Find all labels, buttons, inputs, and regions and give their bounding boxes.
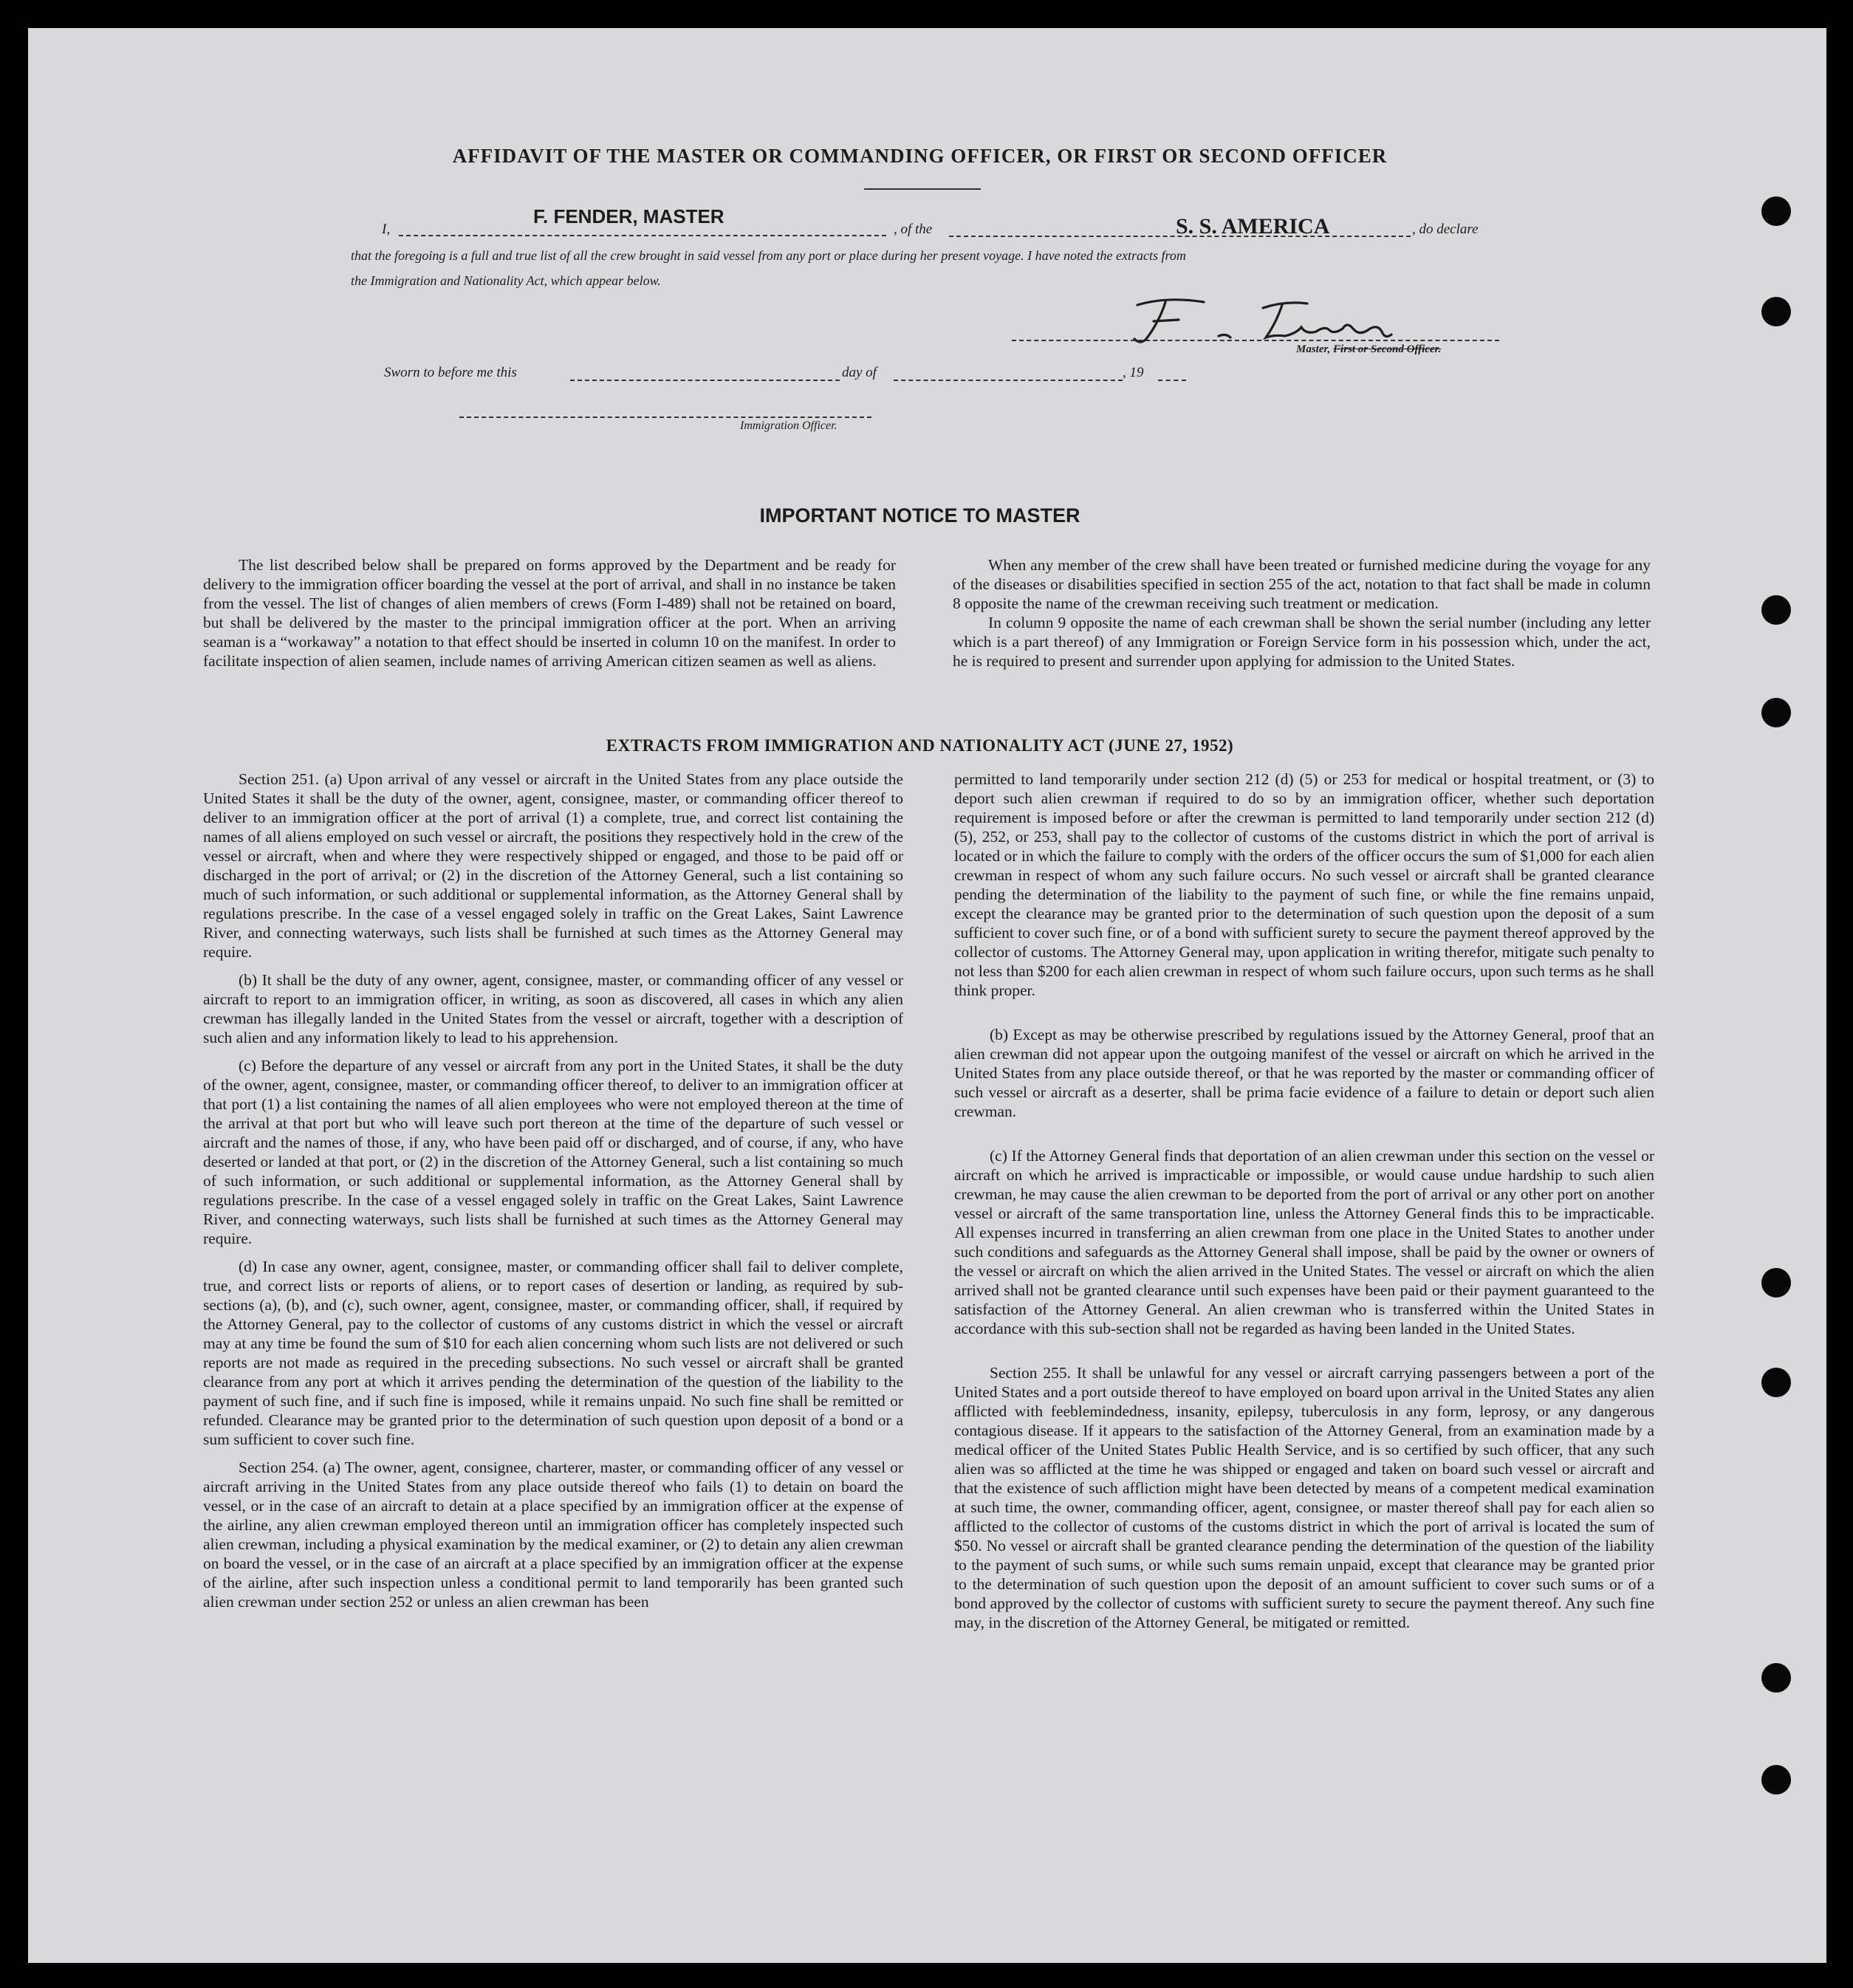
binder-hole [1761, 196, 1791, 226]
binder-hole [1761, 1268, 1791, 1298]
title-rule [864, 188, 981, 190]
section-255: Section 255. It shall be unlawful for any vessel or aircraft carrying passengers between a port of the United States and a port outside thereof to have employed on board upon arrival in the United States any alien afflicted with feeblemindedness, insanity, epilepsy, tuberculosis in any form, leprosy, or any dangerous contagious disease. If it appears to the satisfaction of the Attorney General, from an examination made by a medical officer of the United States Public Health Service, and is so certified by such officer, that any such alien was so afflicted at the time he was shipped or engaged and taken on board such vessel or aircraft and that the existence of such affliction might have been detected by means of a competent medical examination at such time, the owner, commanding officer, agent, consignee, or master thereof shall pay for each alien so afflicted to the collector of customs of the customs district in which the port of arrival is located the sum of $50. No vessel or aircraft shall be granted clearance pending the determination of the question of the liability to the payment of such sums, or while such sums remain unpaid, except that clearance may be granted prior to the determination of such question upon the deposit of an amount sufficient to cover such sums or of a bond approved by the collector of customs with sufficient surety to secure the payment thereof. Any such fine may, in the discretion of the Attorney General, be mitigated or remitted. [954, 1364, 1654, 1631]
master-name-value: F. FENDER, MASTER [533, 205, 725, 227]
extracts-right-column [954, 770, 1654, 1641]
section-254-a-continued: permitted to land temporarily under section 212 (d) (5) or 253 for medical or hospital treatment, or (3) to deport such alien crewman if required to do so by an immigration officer, whether such deportation requirement is imposed before or after the crewman is permitted to land temporarily under section 212 (d) (5), 252, or 253, shall pay to the collector of customs of the customs district in which the port of arrival is located or in which the failure to comply with the orders of the officer occurs the sum of $1,000 for each alien crewman in respect of whom any such failure occurs. No such vessel or aircraft shall be granted clearance pending the determination of the liability to the payment of such fine, or while the fine remains unpaid, except the clearance may be granted prior to the determination of such question upon the deposit of a sum sufficient to cover such fine, or of a bond with sufficient surety to secure the payment thereof approved by the collector of customs. The Attorney General may, upon application in writing therefor, mitigate such penalty to not less than $200 for each alien crewman in respect of whom such failure occurs, upon such terms as he shall think proper. [954, 770, 1654, 999]
signature-role-struck: First or Second Officer. [1333, 343, 1442, 355]
day-of-label: day of [842, 365, 877, 380]
sworn-label: Sworn to before me this [384, 365, 517, 380]
notice-right-paragraphs [953, 555, 1651, 671]
declaration-line-2: the Immigration and Nationality Act, which appear below. [351, 273, 661, 288]
binder-hole [1761, 1765, 1791, 1795]
extracts-title: EXTRACTS FROM IMMIGRATION AND NATIONALITY ACT (JUNE 27, 1952) [606, 736, 1234, 755]
notice-left-paragraph: The list described below shall be prepared on forms approved by the Department and be ready for delivery to the immigration officer boarding the vessel at the port of arrival, and shall in no instance be taken from the vessel. The list of changes of alien members of crews (Form I-489) shall not be retained on board, but shall be delivered by the master to the principal immigration officer at the port. When an arriving seaman is a “workaway” a notation to that effect should be inserted in column 10 on the manifest. In order to facilitate inspection of alien seamen, include names of arriving American citizen seamen as well as aliens. [203, 556, 896, 670]
section-251-b: (b) It shall be the duty of any owner, agent, consignee, master, or commanding officer of any vessel or aircraft to report to an immigration officer, in writing, as soon as discovered, all cases in which any alien crewman has illegally landed in the United States from the vessel or aircraft, together with a description of such alien and any information likely to lead to his apprehension. [203, 971, 903, 1046]
notice-right-paragraph-1: When any member of the crew shall have been treated or furnished medicine during the voyage for any of the diseases or disabilities specified in section 255 of the act, notation to that fact shall be made in column 8 opposite the name of the crewman receiving such treatment or medication. [953, 556, 1651, 612]
section-251-d: (d) In case any owner, agent, consignee, master, or commanding officer shall fail to deliver complete, true, and correct lists or reports of aliens, or to report cases of desertion or landing, as required by sub-sections (a), (b), and (c), such owner, agent, consignee, master, or commanding officer, shall, if required by the Attorney General, pay to the collector of customs of any customs district in which the vessel or aircraft may at any time be found the sum of $10 for each alien concerning whom such lists are not delivered or such reports are not made as required in the preceding subsections. No such vessel or aircraft shall be granted clearance from any port at which it arrives pending the determination of the question of the liability to the payment of such fine, and if such fine is imposed, while it remains unpaid. No such fine shall be remitted or refunded. Clearance may be granted prior to the determination of such question upon deposit of a bond or a sum sufficient to cover such fine. [203, 1258, 903, 1448]
affidavit-title: AFFIDAVIT OF THE MASTER OR COMMANDING OFFICER, OR FIRST OR SECOND OFFICER [452, 145, 1388, 167]
declaration-line-1: that the foregoing is a full and true list of all the crew brought in said vessel from any port or place during her present voyage. I have noted the extracts from [351, 248, 1186, 263]
immigration-officer-line [459, 399, 871, 418]
notice-right-paragraph-2: In column 9 opposite the name of each crewman shall be shown the serial number (including any letter which is a part thereof) of any Immigration or Foreign Service form in his possession which, under the act, he is required to present and surrender upon applying for admission to the United States. [953, 614, 1651, 670]
extracts-left-column [203, 770, 903, 1620]
immigration-officer-label: Immigration Officer. [740, 419, 838, 432]
signature-image [1108, 292, 1418, 351]
vessel-name-value: S. S. AMERICA [1176, 214, 1330, 239]
of-the-label: , of the [894, 222, 933, 237]
do-declare-label: , do declare [1412, 222, 1479, 237]
section-251-c: (c) Before the departure of any vessel or aircraft from any port in the United States, it shall be the duty of the owner, agent, consignee, master, or commanding officer thereof, to deliver to an immigration officer at that port (1) a list containing the names of all alien employees who were not employed thereon at the time of the arrival at that port but who will leave such port thereon at the time of the departure of such vessel or aircraft and the names of those, if any, who have been paid off or discharged, and of course, if any, who have deserted or landed at that port, or (2) in the discretion of the Attorney General, such a list containing so much of such information, or such additional or supplemental information, as the Attorney General shall by regulations prescribe. In the case of a vessel engaged solely in traffic on the Great Lakes, Saint Lawrence River, and connecting waterways, such lists shall be furnished at such times as the Attorney General may require. [203, 1057, 903, 1247]
sworn-year-field [1158, 365, 1186, 381]
section-254-b: (b) Except as may be otherwise prescribed by regulations issued by the Attorney General, proof that an alien crewman did not appear upon the outgoing manifest of the vessel or aircraft on which he arrived in the United States from any place outside thereof, or that he was reported by the master or commanding officer of such vessel or aircraft as a deserter, shall be prima facie evidence of a failure to detain or deport such alien crewman. [954, 1026, 1654, 1120]
binder-hole [1761, 1663, 1791, 1693]
year-label: , 19 [1123, 365, 1144, 380]
section-254-c: (c) If the Attorney General finds that deportation of an alien crewman under this section on the vessel or aircraft on which he arrived is impracticable or impossible, or would cause undue hardship to such alien crewman, he may cause the alien crewman to be deported from the port of arrival or any other port on another vessel or aircraft of the same transportation line, unless the Attorney General finds this to be impracticable. All expenses incurred in transferring an alien crewman from one place in the United States to another under such conditions and safeguards as the Attorney General shall impose, shall be paid by the owner or owners of the vessel or aircraft on which the alien arrived in the United States. The vessel or aircraft on which the alien arrived shall not be granted clearance until such expenses have been paid or their payment guaranteed to the satisfaction of the Attorney General. An alien crewman who is transferred within the United States in accordance with this sub-section shall not be regarded as having been landed in the United States. [954, 1147, 1654, 1337]
signature-line [1012, 322, 1499, 341]
binder-hole [1761, 1368, 1791, 1397]
binder-hole [1761, 698, 1791, 727]
sworn-month-field [894, 365, 1123, 381]
binder-hole [1761, 595, 1791, 625]
signature-role-master: Master, [1296, 343, 1331, 355]
binder-hole [1761, 297, 1791, 326]
section-254-a: Section 254. (a) The owner, agent, consignee, charterer, master, or commanding officer of any vessel or aircraft arriving in the United States from any place outside thereof who fails (1) to detain on board the vessel, or in the case of an aircraft to detain at a place specified by an immigration officer at the expense of the airline, any alien crewman employed thereon until an immigration officer has completely inspected such alien crewman, including a physical examination by the medical examiner, or (2) to detain any alien crewman on board the vessel, or in the case of an aircraft at a place specified by an immigration officer at the expense of the airline, after such inspection unless a conditional permit to land temporarily has been granted such alien crewman under section 252 or unless an alien crewman has been [203, 1459, 903, 1611]
signature-role [1296, 343, 1441, 356]
i-label: I, [382, 222, 391, 237]
notice-title: IMPORTANT NOTICE TO MASTER [759, 504, 1080, 527]
sworn-day-field [570, 365, 840, 381]
section-251-a: Section 251. (a) Upon arrival of any vessel or aircraft in the United States from any place outside the United States it shall be the duty of the owner, agent, consignee, master, or commanding officer thereof to deliver to an immigration officer at the port of arrival (1) a complete, true, and correct list containing the names of all aliens employed on such vessel or aircraft, the positions they respectively hold in the crew of the vessel or aircraft, when and where they were respectively shipped or engaged, and those to be paid off or discharged in the port of arrival; or (2) in the discretion of the Attorney General, such a list containing so much of such information, or such additional or supplemental information, as the Attorney General shall by regulations prescribe. In the case of a vessel engaged solely in traffic on the Great Lakes, Saint Lawrence River, and connecting waterways, such lists shall be furnished at such times as the Attorney General may require. [203, 770, 903, 961]
